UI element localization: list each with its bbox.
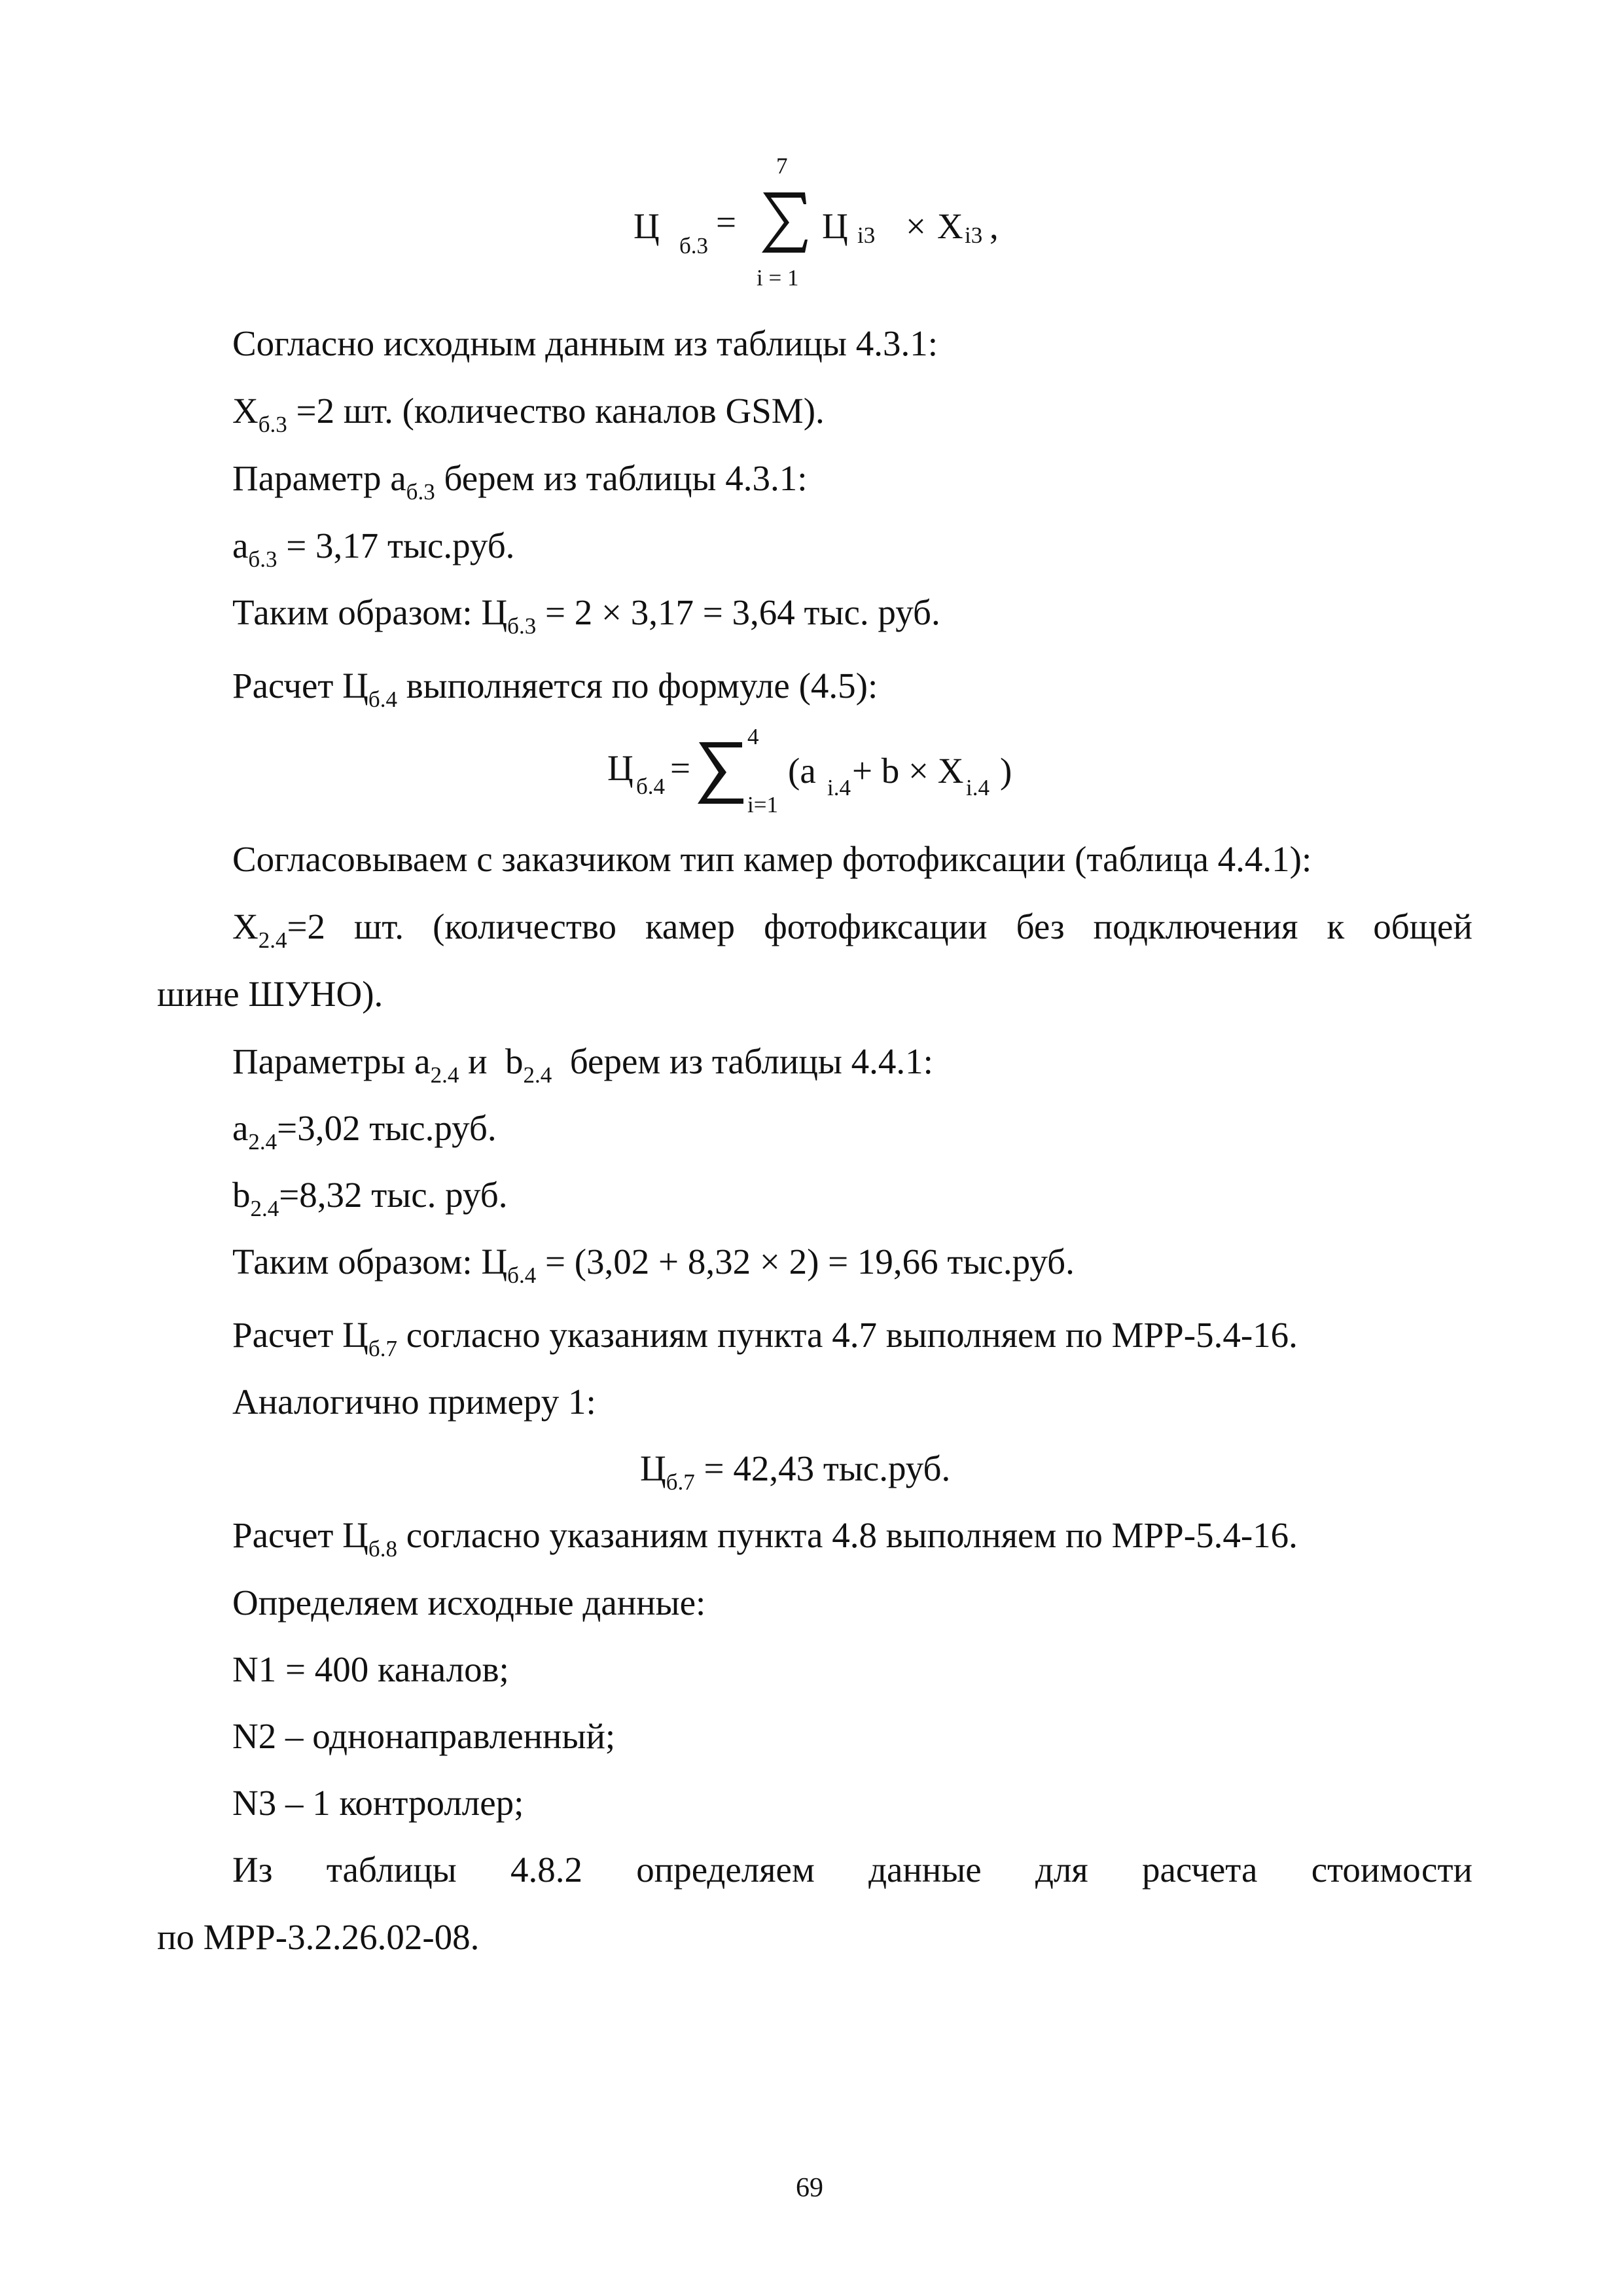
sum-lower-limit: i = 1: [757, 265, 799, 291]
text-run: согласно указаниям пункта 4.7 выполняем по МРР-5.4-16.: [397, 1315, 1298, 1355]
text-run: Ц: [640, 1448, 666, 1488]
sigma-icon: [760, 190, 808, 255]
sum-lower-limit: i=1: [747, 792, 778, 817]
paragraph-line-justified: [232, 1852, 1472, 1888]
text-run: a: [232, 526, 249, 565]
subscript: 2.4: [258, 927, 287, 953]
formula-lhs-sub: б.4: [636, 774, 666, 799]
text-run: = 2 × 3,17 = 3,64 тыс. руб.: [536, 592, 940, 632]
subscript: б.3: [406, 479, 435, 505]
text-run: =2 шт. (количество каналов GSM).: [287, 391, 825, 431]
word: Из: [232, 1850, 273, 1890]
sigma-icon: [695, 738, 745, 808]
paragraph-line: [232, 1515, 1298, 1562]
subscript: 2.4: [430, 1062, 459, 1088]
word: $X_{2.4}=2$: [232, 906, 326, 953]
paragraph-line: N1 = 400 каналов;: [232, 1649, 509, 1689]
word: стоимости: [1311, 1850, 1472, 1890]
text-run: = 42,43 тыс.руб.: [694, 1448, 951, 1488]
text-run: Параметры a: [232, 1041, 431, 1081]
word: фотофиксации: [764, 906, 988, 946]
paragraph-line: [232, 1108, 497, 1155]
formula-open: (a: [788, 751, 816, 791]
word: к: [1327, 906, 1345, 946]
formula-lhs-sub: б.3: [679, 233, 709, 259]
subscript: б.7: [666, 1469, 695, 1495]
word: для: [1035, 1850, 1088, 1890]
text-run: =3,02 тыс.руб.: [277, 1108, 497, 1148]
term-x-sub: i3: [965, 223, 983, 248]
text-run: X: [232, 391, 259, 431]
formula-comma: ,: [990, 206, 999, 246]
sum-upper-limit: 4: [747, 724, 759, 749]
word: таблицы: [326, 1850, 457, 1890]
term-c-sub: i3: [857, 223, 876, 248]
term-c: Ц: [822, 206, 848, 246]
subscript: б.4: [507, 1263, 537, 1288]
text-run: берем из таблицы 4.4.1:: [552, 1041, 933, 1081]
text-run: Параметр a: [232, 458, 406, 498]
subscript: б.3: [507, 613, 537, 639]
formula-equals: =: [716, 202, 737, 242]
times-sign: ×: [906, 206, 927, 246]
text-run: Таким образом: Ц: [232, 1242, 508, 1282]
subscript: б.7: [368, 1336, 397, 1361]
word: шт.: [354, 906, 404, 946]
paragraph-line: N2 – однонаправленный;: [232, 1716, 616, 1756]
subscript: 2.4: [248, 1129, 277, 1155]
text-run: Таким образом: Ц: [232, 592, 508, 632]
a-subscript: i.4: [827, 775, 851, 800]
text-run: = 3,17 тыс.руб.: [277, 526, 515, 565]
x-subscript: i.4: [966, 775, 990, 800]
word: общей: [1373, 906, 1472, 946]
subscript: б.4: [368, 687, 397, 712]
paragraph-line: Согласно исходным данным из таблицы 4.3.1:: [232, 323, 938, 363]
result-line-centered: [640, 1448, 951, 1495]
word: определяем: [636, 1850, 815, 1890]
text-run: a: [232, 1108, 249, 1148]
subscript: б.3: [258, 412, 287, 437]
paragraph-line: [232, 1175, 508, 1221]
paragraph-line: Аналогично примеру 1:: [232, 1382, 596, 1422]
paragraph-line: N3 – 1 контроллер;: [232, 1783, 524, 1823]
word: камер: [645, 906, 736, 946]
subscript: б.8: [368, 1536, 397, 1562]
word: без: [1016, 906, 1065, 946]
paragraph-line: [232, 592, 940, 639]
text-run: Расчет Ц: [232, 666, 368, 706]
paragraph-line: шине ШУНО).: [157, 974, 383, 1014]
text-run: согласно указаниям пункта 4.8 выполняем по МРР-5.4-16.: [397, 1515, 1298, 1555]
paragraph-line: Определяем исходные данные:: [232, 1583, 706, 1623]
word: 4.8.2: [510, 1850, 583, 1890]
text-run: =8,32 тыс. руб.: [279, 1175, 508, 1215]
paragraph-line: [232, 526, 515, 572]
paragraph-line: [232, 458, 808, 505]
paragraph-line: Согласовываем с заказчиком тип камер фотофиксации (таблица 4.4.1):: [232, 839, 1312, 879]
paragraph-line: [232, 666, 878, 712]
text-run: Расчет Ц: [232, 1515, 368, 1555]
text-run: b: [232, 1175, 251, 1215]
subscript: 2.4: [523, 1062, 552, 1088]
paragraph-line: по МРР-3.2.26.02-08.: [157, 1917, 480, 1957]
formula-lhs: Ц: [633, 206, 660, 246]
formula-close: ): [1000, 751, 1012, 791]
paragraph-line-justified: [232, 906, 1472, 953]
text-run: и b: [459, 1041, 524, 1081]
text-run: Расчет Ц: [232, 1315, 368, 1355]
sum-upper-limit: 7: [776, 153, 788, 179]
word: данные: [868, 1850, 982, 1890]
page-number: 69: [796, 2173, 823, 2203]
paragraph-line: [232, 391, 825, 437]
text-run: выполняется по формуле (4.5):: [397, 666, 878, 706]
formula-lhs: Ц: [607, 748, 633, 788]
text-run: берем из таблицы 4.3.1:: [435, 458, 808, 498]
paragraph-line: [232, 1041, 933, 1088]
paragraph-line: [232, 1242, 1075, 1288]
word: расчета: [1142, 1850, 1258, 1890]
word: подключения: [1093, 906, 1298, 946]
formula-equals: =: [670, 748, 691, 788]
term-x: X: [937, 206, 963, 246]
formula-middle: + b × X: [852, 751, 964, 791]
paragraph-line: [232, 1315, 1298, 1361]
subscript: б.3: [248, 547, 277, 572]
word: (количество: [433, 906, 616, 946]
text-run: = (3,02 + 8,32 × 2) = 19,66 тыс.руб.: [536, 1242, 1075, 1282]
subscript: 2.4: [250, 1196, 279, 1221]
